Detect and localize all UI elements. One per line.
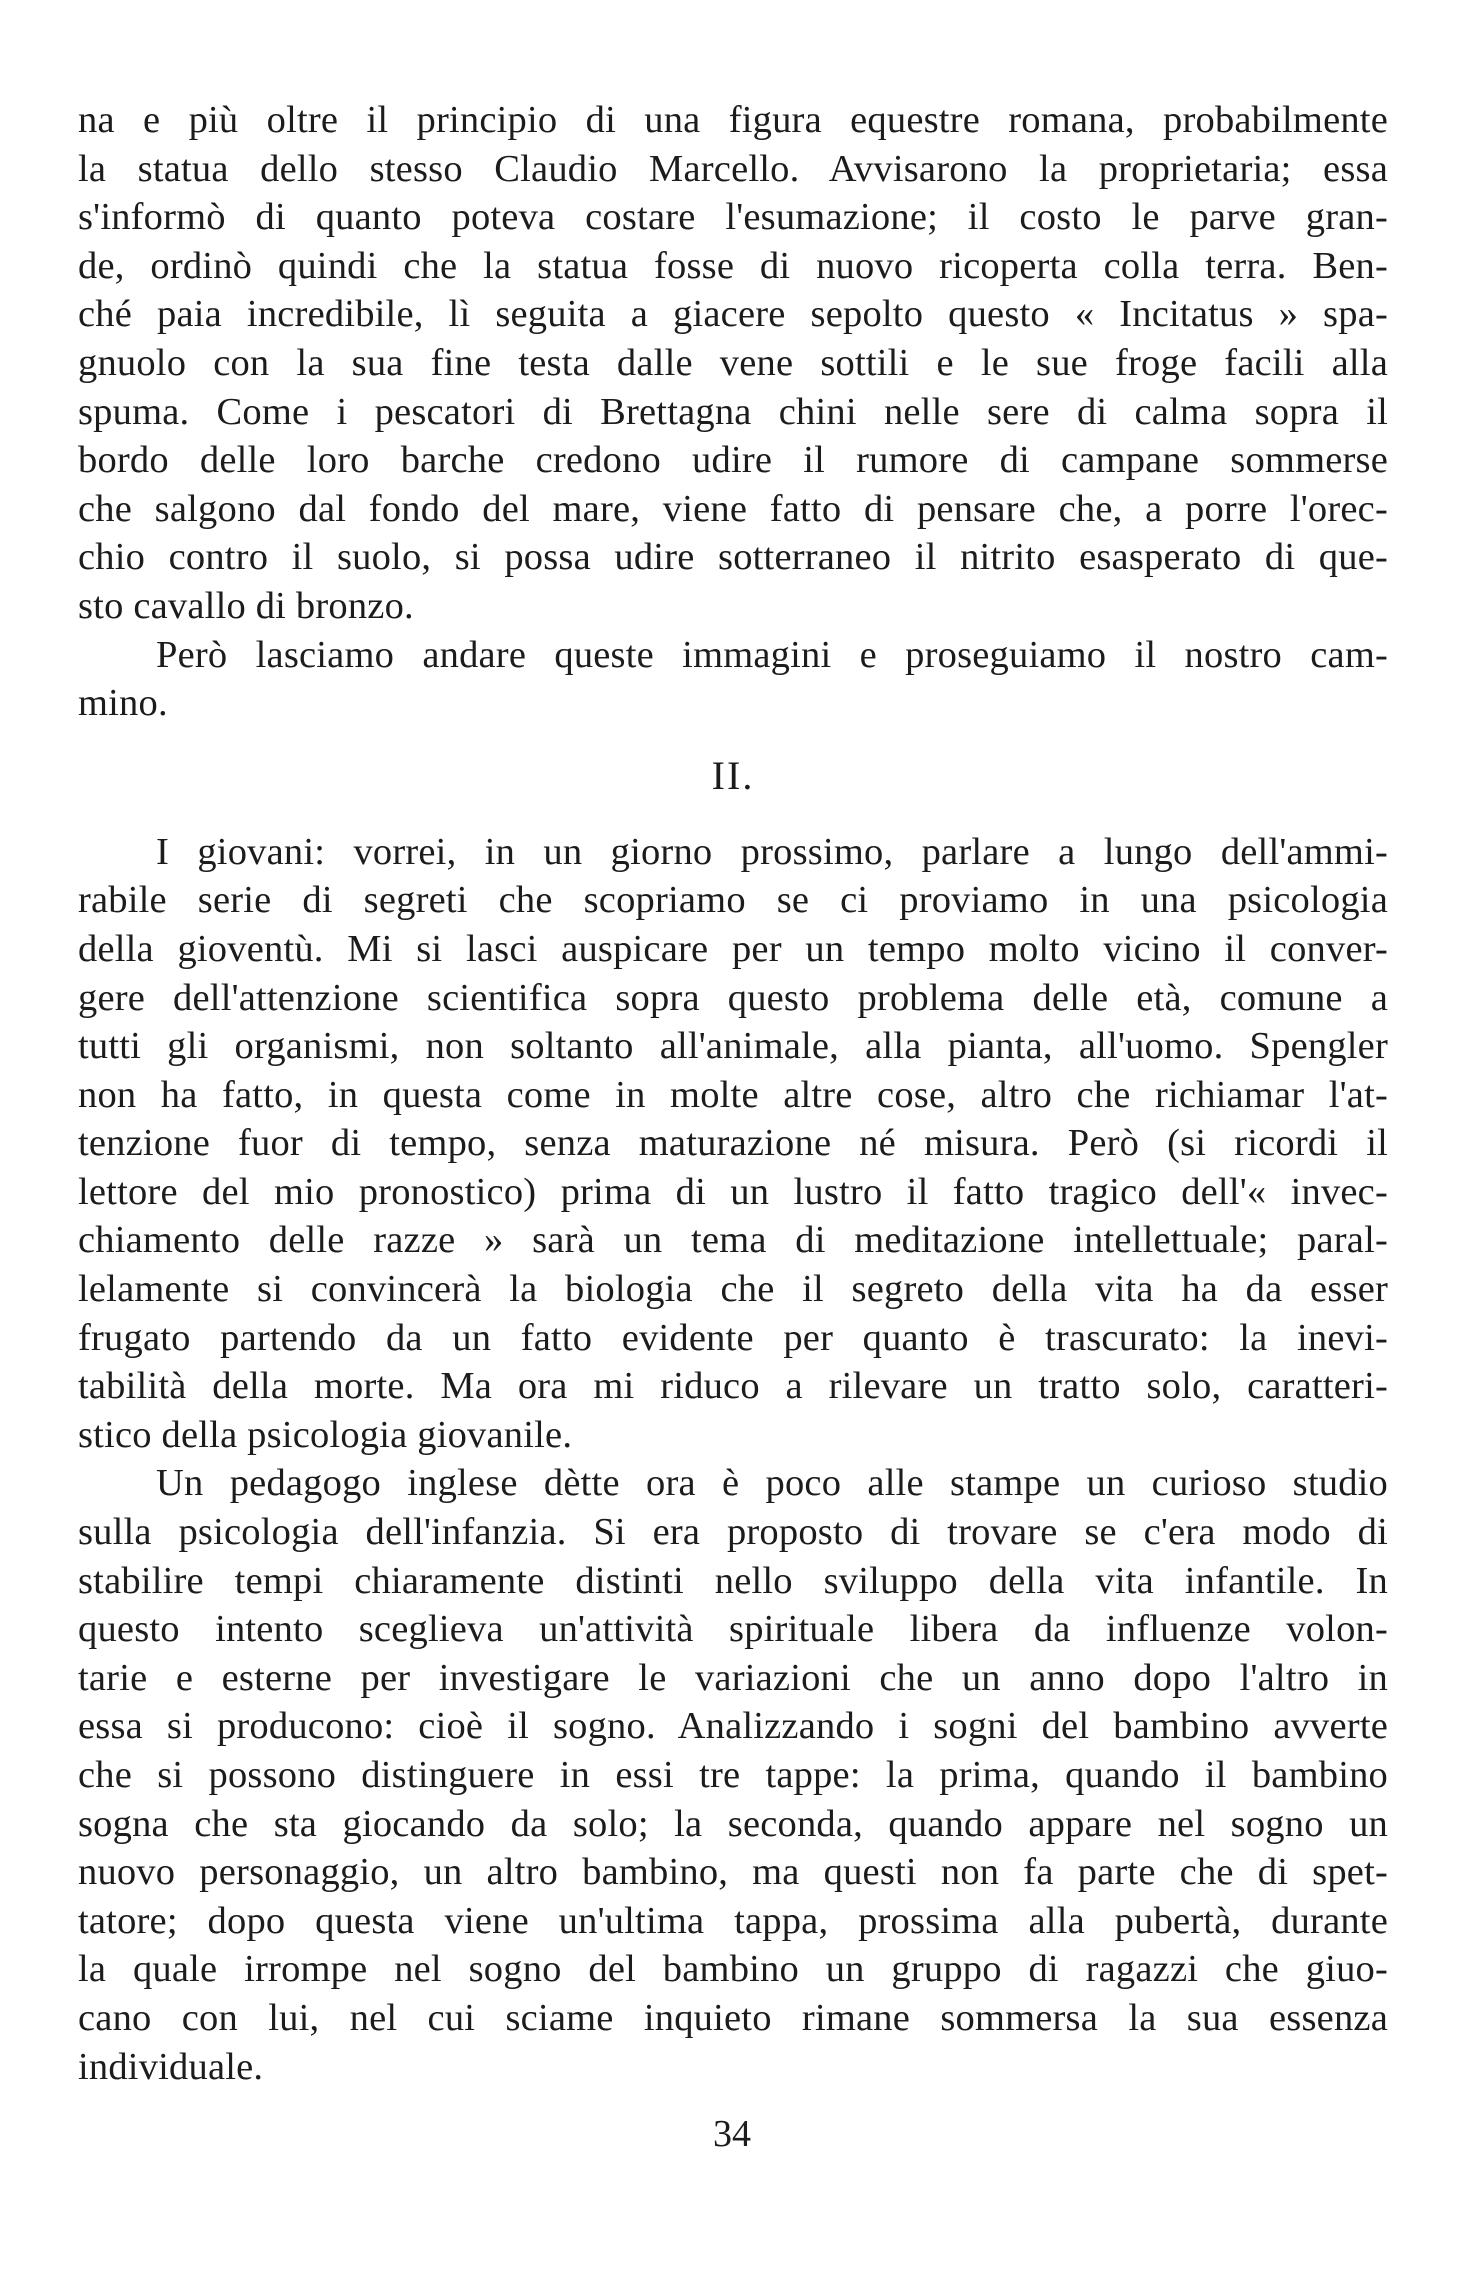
text-line: spuma. Come i pescatori di Brettagna chini nelle sere di calma sopra il [78, 390, 1388, 433]
text-line: frugato partendo da un fatto evidente per quanto è trascurato: la inevi- [78, 1316, 1388, 1359]
text-line: chiamento delle razze » sarà un tema di meditazione intellettuale; paral- [78, 1219, 1388, 1262]
text-line: bordo delle loro barche credono udire il rumore di campane sommerse [78, 439, 1388, 482]
text-line: gere dell'attenzione scientifica sopra questo problema delle età, comune a [78, 976, 1388, 1019]
text-line: mino. [78, 682, 168, 725]
text-line: sto cavallo di bronzo. [78, 584, 414, 627]
text-line: rabile serie di segreti che scopriamo se ci proviamo in una psicologia [78, 879, 1388, 922]
section-heading: II. [711, 752, 755, 798]
page-body [78, 96, 1388, 2091]
paragraph [78, 96, 1388, 631]
text-line: la statua dello stesso Claudio Marcello. Avvisarono la proprietaria; essa [78, 147, 1388, 190]
text-line: lettore del mio pronostico) prima di un lustro il fatto tragico dell'« invec- [78, 1170, 1388, 1213]
text-line: questo intento sceglieva un'attività spirituale libera da influenze volon- [78, 1608, 1388, 1651]
text-line: na e più oltre il principio di una figura equestre romana, probabilmente [78, 99, 1388, 141]
text-line: sogna che sta giocando da solo; la seconda, quando appare nel sogno un [78, 1802, 1388, 1845]
text-line: nuovo personaggio, un altro bambino, ma questi non fa parte che di spet- [78, 1851, 1388, 1894]
text-line: che si possono distinguere in essi tre tappe: la prima, quando il bambino [78, 1754, 1388, 1796]
text-line: sulla psicologia dell'infanzia. Si era proposto di trovare se c'era modo di [78, 1511, 1388, 1554]
text-line: la quale irrompe nel sogno del bambino un gruppo di ragazzi che giuo- [78, 1948, 1388, 1991]
text-line: s'informò di quanto poteva costare l'esumazione; il costo le parve gran- [78, 196, 1388, 239]
text-line: I giovani: vorrei, in un giorno prossimo, parlare a lungo dell'ammi- [156, 830, 1388, 873]
text-line: tenzione fuor di tempo, senza maturazione né misura. Però (si ricordi il [78, 1122, 1388, 1165]
paragraph [78, 828, 1388, 1460]
text-line: che salgono dal fondo del mare, viene fatto di pensare che, a porre l'orec- [78, 487, 1388, 530]
text-line: stico della psicologia giovanile. [78, 1413, 573, 1456]
text-line: tarie e esterne per investigare le variazioni che un anno dopo l'altro in [78, 1656, 1388, 1699]
text-line: individuale. [78, 2045, 264, 2088]
text-line: lelamente si convincerà la biologia che il segreto della vita ha da esser [78, 1268, 1388, 1311]
text-line: tutti gli organismi, non soltanto all'animale, alla pianta, all'uomo. Spengler [78, 1025, 1388, 1068]
text-line: gnuolo con la sua fine testa dalle vene sottili e le sue froge facili alla [78, 341, 1388, 384]
page-number: 34 [713, 2113, 751, 2155]
text-line: ché paia incredibile, lì seguita a giacere sepolto questo « Incitatus » spa- [78, 293, 1388, 336]
text-line: de, ordinò quindi che la statua fosse di nuovo ricoperta colla terra. Ben- [78, 244, 1388, 287]
paragraph [78, 631, 1388, 728]
text-line: della gioventù. Mi si lasci auspicare per un tempo molto vicino il conver- [78, 927, 1388, 970]
text-line: chio contro il suolo, si possa udire sotterraneo il nitrito esasperato di que- [78, 536, 1388, 579]
text-line: Un pedagogo inglese dètte ora è poco alle stampe un curioso studio [156, 1462, 1388, 1505]
text-line: essa si producono: cioè il sogno. Analizzando i sogni del bambino avverte [78, 1705, 1388, 1748]
text-line: tabilità della morte. Ma ora mi riduco a rilevare un tratto solo, caratteri- [78, 1365, 1388, 1408]
text-line: non ha fatto, in questa come in molte altre cose, altro che richiamar l'at- [78, 1073, 1388, 1116]
text-line: cano con lui, nel cui sciame inquieto rimane sommersa la sua essenza [78, 1996, 1388, 2039]
text-line: Però lasciamo andare queste immagini e proseguiamo il nostro cam- [156, 633, 1388, 676]
paragraph [78, 1459, 1388, 2091]
text-line: tatore; dopo questa viene un'ultima tappa, prossima alla pubertà, durante [78, 1899, 1388, 1942]
text-line: stabilire tempi chiaramente distinti nello sviluppo della vita infantile. In [78, 1559, 1388, 1602]
